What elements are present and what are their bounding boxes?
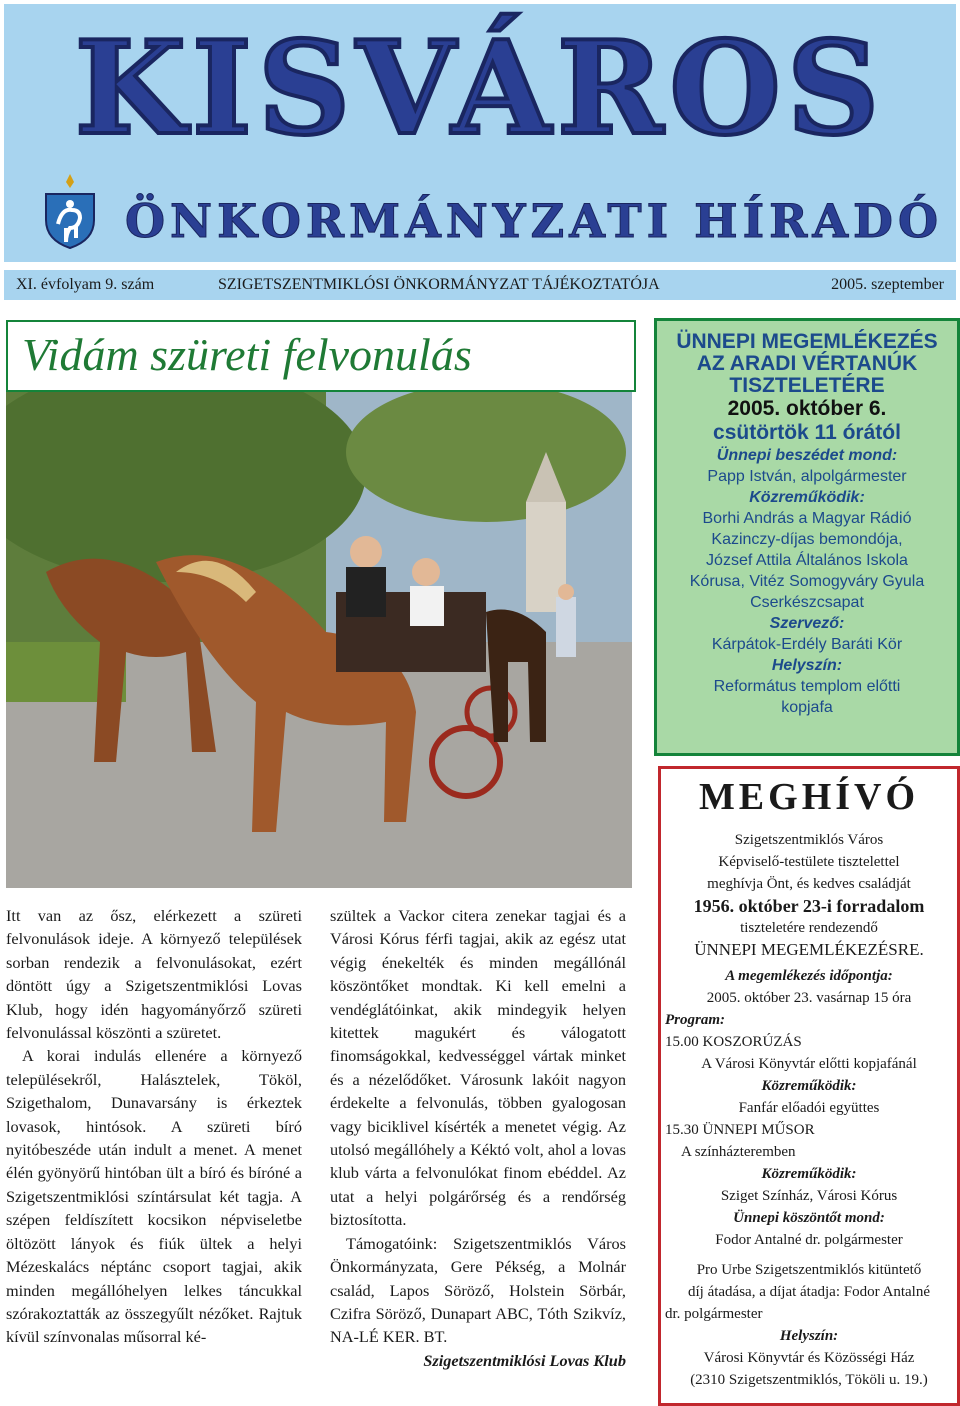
organizer-name: Kárpátok-Erdély Baráti Kör <box>711 636 903 653</box>
invite-time: 2005. október 23. vasárnap 15 óra <box>706 990 912 1006</box>
masthead <box>4 4 956 262</box>
organizer-label: Szervező: <box>769 615 845 632</box>
venue-label: Helyszín: <box>771 657 843 674</box>
contrib-line-1: Borhi András a Magyar Rádió <box>702 510 912 527</box>
issue-date: 2005. szeptember <box>831 276 944 293</box>
invite-program-2: 15.30 ÜNNEPI MŰSOR <box>665 1122 815 1138</box>
invite-time-label: A megemlékezés időpontja: <box>725 968 893 984</box>
speech-label: Ünnepi beszédet mond: <box>716 447 898 464</box>
invitation-heading: MEGHÍVÓ <box>698 776 920 818</box>
article-paragraph: szültek a Vackor citera zenekar tagjai és a Városi Kórus férfi tagjai, akik az egész utat végig énekelték és minden megállónál köszöntőket mondtak. Ki kell emelni a vendéglátóinkat, akik mindegyik helyen kitettek magukért és válogatott finomságokkal, kedvességgel vártak minket és a nézelődőket. Városunk lakóit nagyon érdekelte a felvonulás, többen gyalogosan vagy biciklivel kísérték a menetet végig. Az utolsó megállóhely a Kéktó volt, ahol a lovas klub várta a felvonulókat finom ebéddel. Az utat a helyi polgárőrség és a rendőrség biztosította. <box>330 906 626 1230</box>
invite-greeting-label: Ünnepi köszöntőt mond: <box>733 1210 885 1226</box>
invite-award-1: Pro Urbe Szigetszentmiklós kitüntető <box>696 1262 922 1278</box>
invite-award-3: dr. polgármester <box>665 1306 763 1322</box>
invite-intro-3: meghívja Önt, és kedves családját <box>707 876 911 892</box>
headline: Vidám szüreti felvonulás <box>22 329 472 380</box>
invite-intro-1: Szigetszentmiklós Város <box>734 832 884 848</box>
commemoration-title-1: ÜNNEPI MEGEMLÉKEZÉS <box>676 330 938 353</box>
invite-program-1-contrib: Fanfár előadói együttes <box>738 1100 880 1116</box>
issue-number: XI. évfolyam 9. szám <box>16 276 155 293</box>
venue-line-1: Református templom előtti <box>713 678 901 695</box>
invite-program-1: 15.00 KOSZORÚZÁS <box>665 1034 802 1050</box>
invite-venue-2: (2310 Szigetszentmiklós, Tököli u. 19.) <box>690 1372 928 1388</box>
contrib-line-3: József Attila Általános Iskola <box>706 552 908 569</box>
speech-name: Papp István, alpolgármester <box>707 468 907 485</box>
contrib-line-5: Cserkészcsapat <box>750 594 864 611</box>
invite-program-1-place: A Városi Könyvtár előtti kopjafánál <box>701 1056 917 1072</box>
article-column-1 <box>6 904 302 1349</box>
article-column-2 <box>330 904 626 1372</box>
commemoration-title-3: TISZTELETÉRE <box>729 374 885 397</box>
commemoration-time: csütörtök 11 órától <box>713 421 901 444</box>
info-bar <box>4 270 956 300</box>
invite-greeting: Fodor Antalné dr. polgármester <box>715 1232 903 1248</box>
contrib-line-4: Kórusa, Vitéz Somogyváry Gyula <box>689 573 925 590</box>
invite-honor: tiszteletére rendezendő <box>740 920 878 936</box>
commemoration-date: 2005. október 6. <box>727 397 887 420</box>
invite-event: 1956. október 23-i forradalom <box>693 896 925 916</box>
masthead-subtitle: ÖNKORMÁNYZATI HÍRADÓ <box>124 194 944 248</box>
parade-photo <box>6 392 632 888</box>
invite-intro-2: Képviselő-testülete tisztelettel <box>718 854 900 870</box>
invite-program-2-contrib: Sziget Színház, Városi Kórus <box>720 1188 898 1204</box>
contrib-label: Közreműködik: <box>749 489 865 506</box>
article-paragraph: Itt van az ősz, elérkezett a szüreti felvonulások ideje. A környező települések sorban rendezik a felvonulásokat, ezért döntött úgy a Szigetszentmiklósi Lovas Klub, hogy idén hagyományőrző szüreti felvonulással köszönti a szüretet. <box>6 906 302 1043</box>
commemoration-box <box>654 318 960 756</box>
article-paragraph: A korai indulás ellenére a környező településekről, Halásztelek, Tököl, Szigethalom, Dunavarsány is érkeztek lovasok, hintósok. A szüreti bíró nyitóbeszéde után indult a menet. A menet élén gyönyörű hintóban ült a bíró és bíróné a Szigetszentmiklósi színtársulat két tagja. A szépen feldíszített kocsikon népviseletbe öltözött lányok és fiúk ültek a helyi Mézeskalács néptánc csoport tagjai, akik minden megállóhelyen lelkes táncukkal szórakoztatták az összegyűlt nézőket. Rajtuk kívül színvonalas műsorral ké- <box>6 1046 302 1347</box>
masthead-title: KISVÁROS <box>74 14 886 164</box>
invite-ceremony: ÜNNEPI MEGEMLÉKEZÉSRE. <box>694 940 924 959</box>
article-signature: Szigetszentmiklósi Lovas Klub <box>423 1350 626 1370</box>
invite-contrib-label-1: Közreműködik: <box>761 1078 857 1094</box>
invite-contrib-label-2: Közreműködik: <box>761 1166 857 1182</box>
invite-venue-label: Helyszín: <box>779 1328 839 1344</box>
invite-program-label: Program: <box>665 1012 725 1028</box>
invitation-box <box>658 766 960 1406</box>
venue-line-2: kopjafa <box>781 699 833 716</box>
publisher-line: SZIGETSZENTMIKLÓSI ÖNKORMÁNYZAT TÁJÉKOZTATÓJA <box>218 276 660 293</box>
contrib-line-2: Kazinczy-díjas bemondója, <box>711 531 903 548</box>
coat-of-arms-icon <box>40 172 100 250</box>
invite-award-2: díj átadása, a díjat átadja: Fodor Antalné <box>687 1284 930 1300</box>
article-paragraph: Támogatóink: Szigetszentmiklós Város Önkormányzata, Gere Pékség, a Molnár család, Lapos Söröző, Holstein Sörbár, Czifra Söröző, Dunapart ABC, Tóth Szikvíz, NA-LÉ KER. BT. <box>330 1233 626 1347</box>
commemoration-title-2: AZ ARADI VÉRTANÚK <box>696 352 918 375</box>
invite-program-2-place: A színházteremben <box>681 1144 796 1160</box>
invite-venue-1: Városi Könyvtár és Közösségi Ház <box>703 1350 915 1366</box>
headline-box <box>6 320 636 392</box>
